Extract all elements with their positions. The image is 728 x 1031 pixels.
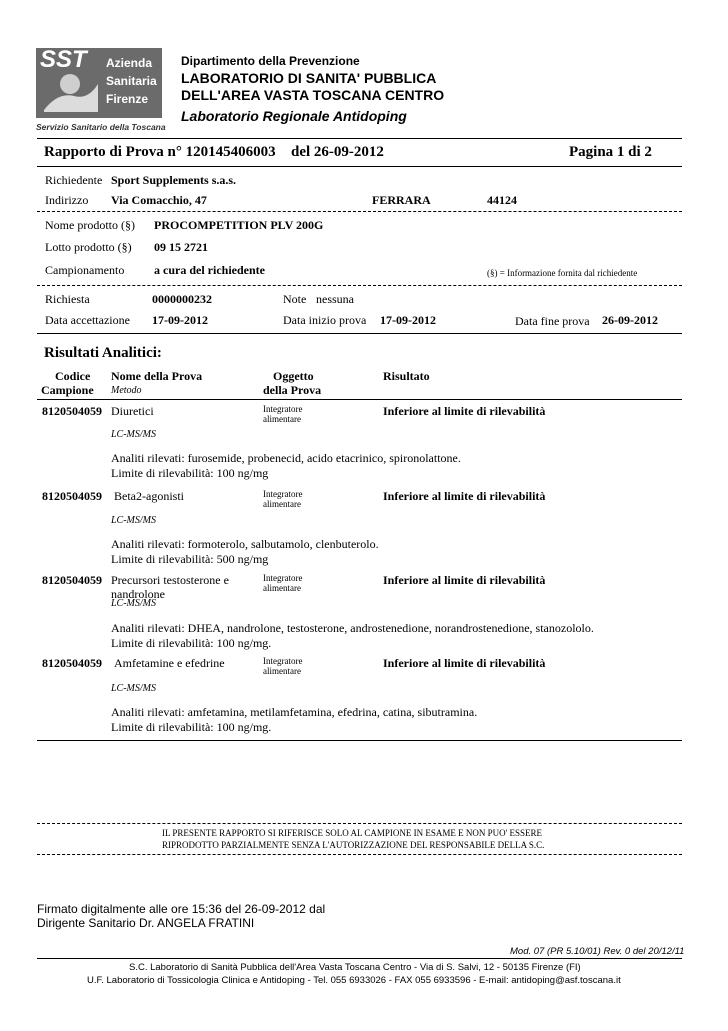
disclaimer-line-2: RIPRODOTTO PARZIALMENTE SENZA L'AUTORIZZAZIONE DEL RESPONSABILE DELLA S.C. bbox=[162, 840, 545, 850]
lab-name-1: LABORATORIO DI SANITA' PUBBLICA bbox=[181, 70, 437, 86]
lab-subtitle: Laboratorio Regionale Antidoping bbox=[181, 108, 407, 124]
footer-line-2: U.F. Laboratorio di Tossicologia Clinica e Antidoping - Tel. 055 6933026 - FAX 055 6933596 - E-mail: antidoping@asf.toscana.it bbox=[87, 975, 621, 986]
logo-line-3: Firenze bbox=[106, 92, 149, 106]
row-code: 8120504059 bbox=[42, 404, 102, 418]
signature-line-2: Dirigente Sanitario Dr. ANGELA FRATINI bbox=[37, 916, 255, 930]
col-oggetto-1: Oggetto bbox=[273, 369, 314, 383]
logo-caption: Servizio Sanitario della Toscana bbox=[36, 122, 166, 132]
page-number: Pagina 1 di 2 bbox=[569, 144, 652, 160]
row-object-2: alimentare bbox=[263, 666, 301, 676]
col-campione: Campione bbox=[41, 383, 94, 397]
row-name: Beta2-agonisti bbox=[114, 489, 184, 503]
col-metodo: Metodo bbox=[111, 385, 142, 396]
signature-line-1: Firmato digitalmente alle ore 15:36 del 26-09-2012 dal bbox=[37, 902, 326, 916]
row-result: Inferiore al limite di rilevabilità bbox=[383, 573, 546, 587]
note-label: Note bbox=[283, 292, 307, 306]
divider bbox=[37, 333, 682, 334]
row-method: LC-MS/MS bbox=[111, 598, 156, 609]
row-code: 8120504059 bbox=[42, 656, 102, 670]
divider bbox=[37, 285, 682, 286]
nome-prodotto-value: PROCOMPETITION PLV 200G bbox=[154, 218, 324, 232]
city: FERRARA bbox=[372, 193, 431, 207]
row-object-1: Integratore bbox=[263, 489, 303, 499]
nome-prodotto-label: Nome prodotto (§) bbox=[45, 218, 135, 232]
divider bbox=[37, 138, 682, 139]
row-code: 8120504059 bbox=[42, 573, 102, 587]
row-method: LC-MS/MS bbox=[111, 683, 156, 694]
department: Dipartimento della Prevenzione bbox=[181, 54, 360, 68]
row-method: LC-MS/MS bbox=[111, 515, 156, 526]
richiesta-label: Richiesta bbox=[45, 292, 90, 306]
row-limit: Limite di rilevabilità: 500 ng/mg bbox=[111, 552, 269, 566]
footnote: (§) = Informazione fornita dal richiedente bbox=[487, 268, 638, 278]
row-result: Inferiore al limite di rilevabilità bbox=[383, 489, 546, 503]
richiesta-value: 0000000232 bbox=[152, 292, 212, 306]
footer-line-1: S.C. Laboratorio di Sanità Pubblica dell'Area Vasta Toscana Centro - Via di S. Salvi, 12 - 50135 Firenze (FI) bbox=[129, 962, 581, 973]
divider bbox=[37, 823, 682, 824]
row-name: Diuretici bbox=[111, 404, 154, 418]
cap: 44124 bbox=[487, 193, 517, 207]
fine-label: Data fine prova bbox=[515, 314, 590, 328]
note-value: nessuna bbox=[316, 292, 354, 306]
divider bbox=[37, 211, 682, 212]
divider bbox=[37, 958, 682, 959]
row-result: Inferiore al limite di rilevabilità bbox=[383, 404, 546, 418]
report-date: del 26-09-2012 bbox=[291, 144, 384, 160]
row-analytes: Analiti rilevati: amfetamina, metilamfetamina, efedrina, catina, sibutramina. bbox=[111, 705, 478, 719]
inizio-value: 17-09-2012 bbox=[380, 313, 436, 327]
row-object-2: alimentare bbox=[263, 499, 301, 509]
campionamento-label: Campionamento bbox=[45, 263, 125, 277]
indirizzo-value: Via Comacchio, 47 bbox=[111, 193, 207, 207]
campionamento-value: a cura del richiedente bbox=[154, 263, 265, 277]
row-code: 8120504059 bbox=[42, 489, 102, 503]
accettazione-value: 17-09-2012 bbox=[152, 313, 208, 327]
richiedente-label: Richiedente bbox=[45, 173, 103, 187]
row-object-2: alimentare bbox=[263, 414, 301, 424]
results-title: Risultati Analitici: bbox=[44, 345, 162, 361]
col-codice: Codice bbox=[55, 369, 91, 383]
row-limit: Limite di rilevabilità: 100 ng/mg bbox=[111, 466, 269, 480]
disclaimer-line-1: IL PRESENTE RAPPORTO SI RIFERISCE SOLO AL CAMPIONE IN ESAME E NON PUO' ESSERE bbox=[162, 828, 543, 838]
row-object-1: Integratore bbox=[263, 656, 303, 666]
logo-line-2: Sanitaria bbox=[106, 74, 157, 88]
form-code: Mod. 07 (PR 5.10/01) Rev. 0 del 20/12/11 bbox=[510, 946, 685, 957]
row-name: Precursori testosterone e bbox=[111, 573, 229, 587]
row-result: Inferiore al limite di rilevabilità bbox=[383, 656, 546, 670]
row-analytes: Analiti rilevati: DHEA, nandrolone, testosterone, androstenedione, norandrostenedione, stanozololo. bbox=[111, 621, 594, 635]
inizio-label: Data inizio prova bbox=[283, 313, 367, 327]
row-analytes: Analiti rilevati: formoterolo, salbutamolo, clenbuterolo. bbox=[111, 537, 379, 551]
report-title: Rapporto di Prova n° 120145406003 bbox=[44, 144, 276, 160]
row-name-2: nandrolone bbox=[111, 587, 165, 601]
lotto-label: Lotto prodotto (§) bbox=[45, 240, 132, 254]
logo-line-1: Azienda bbox=[106, 56, 153, 70]
row-limit: Limite di rilevabilità: 100 ng/mg. bbox=[111, 636, 272, 650]
lotto-value: 09 15 2721 bbox=[154, 240, 208, 254]
indirizzo-label: Indirizzo bbox=[45, 193, 89, 207]
divider bbox=[37, 854, 682, 855]
divider bbox=[37, 399, 682, 400]
lab-name-2: DELL'AREA VASTA TOSCANA CENTRO bbox=[181, 87, 445, 103]
row-object-1: Integratore bbox=[263, 404, 303, 414]
row-method: LC-MS/MS bbox=[111, 429, 156, 440]
richiedente-value: Sport Supplements s.a.s. bbox=[111, 173, 237, 187]
col-risultato: Risultato bbox=[383, 369, 430, 383]
accettazione-label: Data accettazione bbox=[45, 313, 130, 327]
col-oggetto-2: della Prova bbox=[263, 383, 322, 397]
logo bbox=[36, 44, 176, 134]
fine-value: 26-09-2012 bbox=[602, 313, 658, 327]
row-name: Amfetamine e efedrine bbox=[114, 656, 225, 670]
logo-sst: SST bbox=[40, 46, 87, 73]
divider bbox=[37, 166, 682, 167]
row-analytes: Analiti rilevati: furosemide, probenecid, acido etacrinico, spironolattone. bbox=[111, 451, 461, 465]
row-limit: Limite di rilevabilità: 100 ng/mg. bbox=[111, 720, 272, 734]
row-object-2: alimentare bbox=[263, 583, 301, 593]
col-nome: Nome della Prova bbox=[111, 369, 203, 383]
divider bbox=[37, 740, 682, 741]
row-object-1: Integratore bbox=[263, 573, 303, 583]
